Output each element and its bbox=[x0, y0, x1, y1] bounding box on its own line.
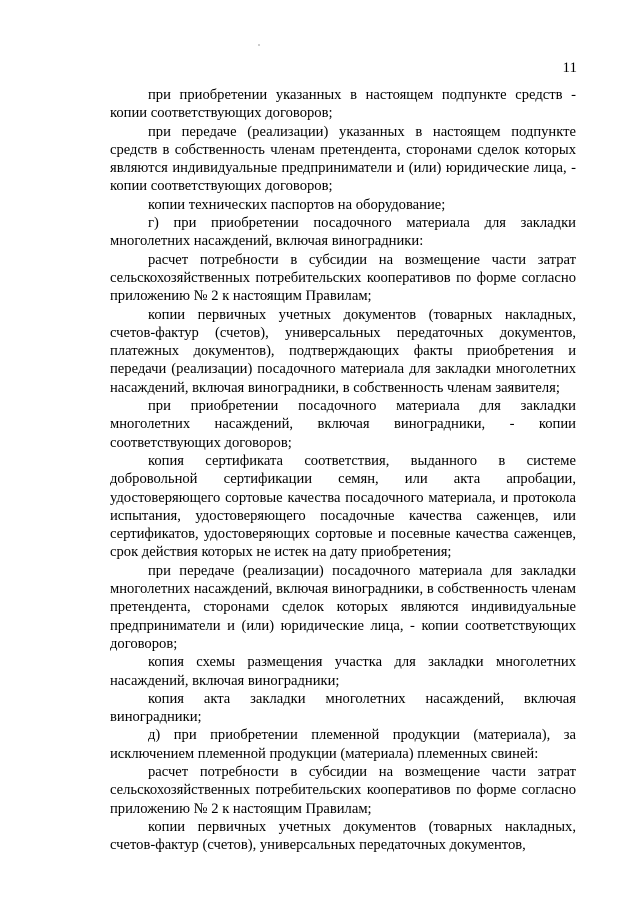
paragraph: д) при приобретении племенной продукции (материала), за исключением племенной продукции (материала) племенных свиней: bbox=[110, 727, 576, 762]
paragraph: при приобретении указанных в настоящем подпункте средств - копии соответствующих договоров; bbox=[110, 87, 576, 122]
paragraph: расчет потребности в субсидии на возмещение части затрат сельскохозяйственных потребительских кооперативов по форме согласно приложению № 2 к настоящим Правилам; bbox=[110, 763, 576, 817]
paragraph: при приобретении посадочного материала для закладки многолетних насаждений, включая виноградники, - копии соответствующих договоров; bbox=[110, 398, 576, 451]
page-number: 11 bbox=[562, 60, 577, 76]
paragraph: копия сертификата соответствия, выданного в системе добровольной сертификации семян, или акта апробации, удостоверяющего сортовые качества посадочного материала, и протокола испытания, удостоверяющего посадочные качества саженцев, или сертификатов, удостоверяющих сортовые и посевные качества саженцев, срок действия которых не истек на дату приобретения; bbox=[110, 452, 576, 561]
scan-speck bbox=[258, 44, 260, 46]
paragraph: копии технических паспортов на оборудование; bbox=[148, 196, 446, 213]
paragraph: копии первичных учетных документов (товарных накладных, счетов-фактур (счетов), универсальных передаточных документов, bbox=[110, 818, 576, 854]
paragraph: при передаче (реализации) посадочного материала для закладки многолетних насаждений, включая виноградники, в собственность членам претендента, сторонами сделок которых являются индивидуальные предприниматели и (или) юридические лица, - копии соответствующих договоров; bbox=[110, 562, 576, 652]
paragraph: копия акта закладки многолетних насаждений, включая виноградники; bbox=[110, 690, 576, 726]
paragraph: г) при приобретении посадочного материала для закладки многолетних насаждений, включая виноградники: bbox=[110, 215, 576, 250]
document-body bbox=[110, 86, 576, 854]
paragraph: при передаче (реализации) указанных в настоящем подпункте средств в собственность членам претендента, сторонами сделок которых являются индивидуальные предприниматели и (или) юридические лица, - копии соответствующих договоров; bbox=[110, 123, 576, 195]
paragraph: копии первичных учетных документов (товарных накладных, счетов-фактур (счетов), универсальных передаточных документов, платежных документов), подтверждающих факты приобретения и передачи (реализации) посадочного материала для закладки многолетних насаждений, включая виноградники, в собственность членам заявителя; bbox=[110, 306, 576, 396]
paragraph: расчет потребности в субсидии на возмещение части затрат сельскохозяйственных потребительских кооперативов по форме согласно приложению № 2 к настоящим Правилам; bbox=[110, 251, 576, 305]
paragraph: копия схемы размещения участка для закладки многолетних насаждений, включая виноградники; bbox=[110, 654, 576, 689]
